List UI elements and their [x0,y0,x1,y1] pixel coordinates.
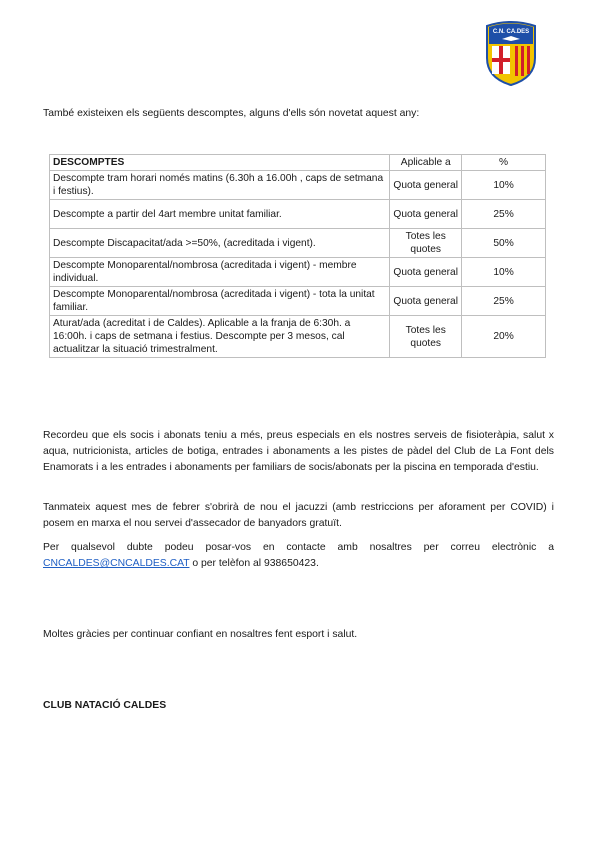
discount-applicable: Quota general [390,287,462,316]
discount-applicable: Totes les quotes [390,316,462,358]
discount-percent: 20% [462,316,546,358]
discount-percent: 10% [462,171,546,200]
discount-percent: 10% [462,258,546,287]
discount-description: Descompte Monoparental/nombrosa (acreditada i vigent) - membre individual. [50,258,390,287]
intro-text: També existeixen els següents descomptes, alguns d'ells són novetat aquest any: [43,108,420,119]
discount-description: Descompte Discapacitat/ada >=50%, (acreditada i vigent). [50,229,390,258]
discount-description: Descompte Monoparental/nombrosa (acreditada i vigent) - tota la unitat familiar. [50,287,390,316]
table-row [50,258,546,287]
discount-description: Aturat/ada (acreditat i de Caldes). Aplicable a la franja de 6:30h. a 16:00h. i caps de setmana i festius. Descompte per 3 mesos, cal actualitzar la situació trimestralment. [50,316,390,358]
table-header-row [50,155,546,171]
discount-percent: 50% [462,229,546,258]
discount-description: Descompte a partir del 4art membre unitat familiar. [50,200,390,229]
services-paragraph: Recordeu que els socis i abonats teniu a més, preus especials en els nostres serveis de fisioteràpia, salut x aqua, nutricionista, articles de botiga, entrades i abonaments a les pistes de pàdel del Club de La Font dels Enamorats i a les entrades i abonaments per familiars de socis/abonats per la piscina en temporada d'estiu. [43,430,554,473]
discount-applicable: Quota general [390,200,462,229]
contact-paragraph [43,540,554,572]
jacuzzi-paragraph: Tanmateix aquest mes de febrer s'obrirà de nou el jacuzzi (amb restriccions per aforament per COVID) i posem en marxa el nou servei d'assecador de banyadors gratuït. [43,502,554,529]
contact-text-after: o per telèfon al 938650423. [189,558,319,569]
club-logo [484,20,538,86]
header-discounts: DESCOMPTES [50,155,390,171]
table-row [50,171,546,200]
header-percent: % [462,155,546,171]
discount-applicable: Totes les quotes [390,229,462,258]
header-applicable: Aplicable a [390,155,462,171]
discounts-table [49,154,546,358]
contact-text-before: Per qualsevol dubte podeu posar-vos en contacte amb nosaltres per correu electrònic a [43,542,554,553]
discount-percent: 25% [462,200,546,229]
discount-percent: 25% [462,287,546,316]
discount-description: Descompte tram horari només matins (6.30h a 16.00h , caps de setmana i festius). [50,171,390,200]
table-row [50,200,546,229]
signature: CLUB NATACIÓ CALDES [43,700,167,711]
logo-text: C.N. CA.DES [492,29,530,35]
email-link[interactable]: CNCALDES@CNCALDES.CAT [43,558,190,569]
thanks-paragraph: Moltes gràcies per continuar confiant en nosaltres fent esport i salut. [43,629,358,640]
table-row [50,229,546,258]
table-row [50,316,546,358]
table-row [50,287,546,316]
discount-applicable: Quota general [390,171,462,200]
discount-applicable: Quota general [390,258,462,287]
